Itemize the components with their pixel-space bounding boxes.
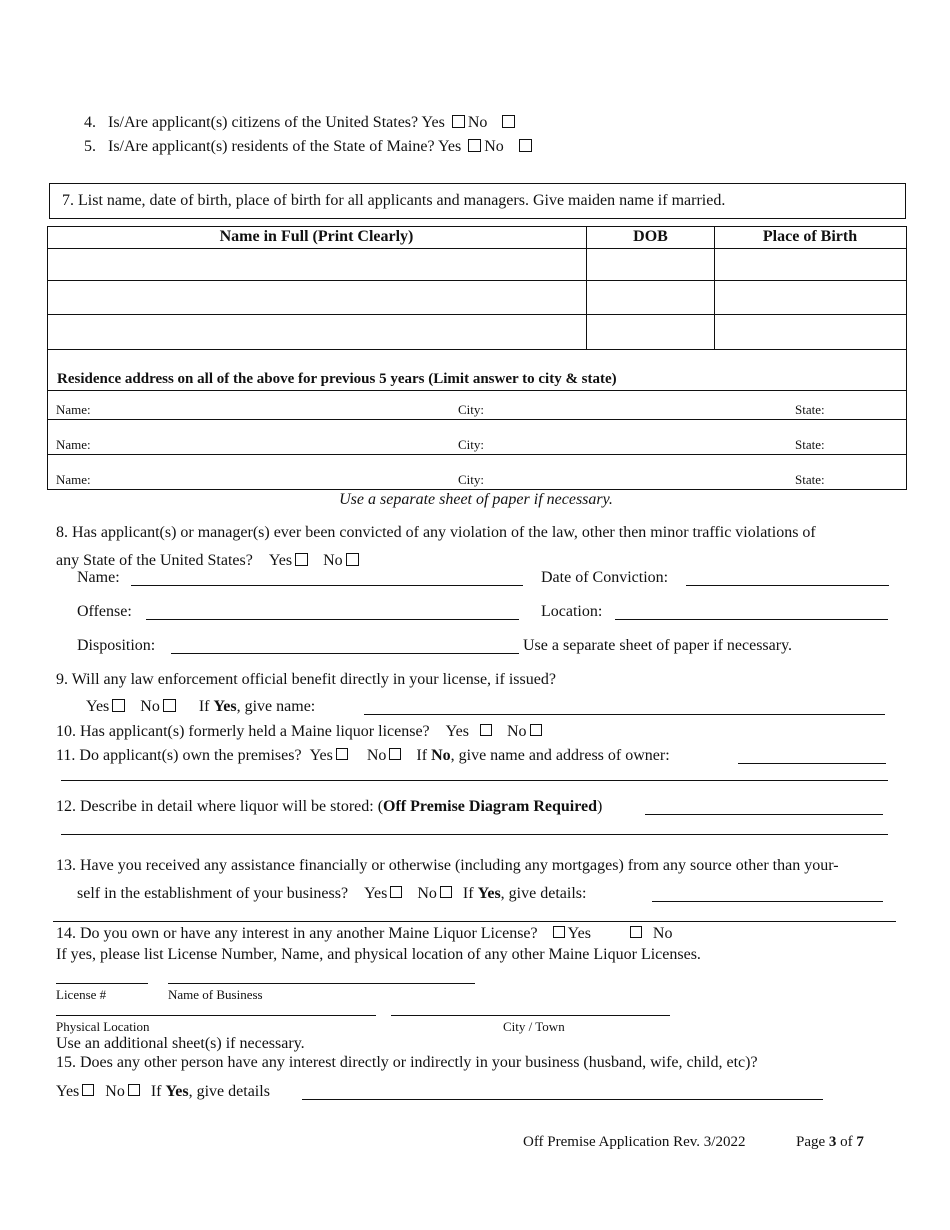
q5-no-checkbox[interactable] xyxy=(519,139,532,152)
question-15: 15. Does any other person have any interest directly or indirectly in your business (husband, wife, child, etc)? xyxy=(56,1054,758,1071)
q14-no-checkbox[interactable] xyxy=(630,926,642,938)
q12-storage-field[interactable] xyxy=(645,814,883,815)
q13-no-checkbox[interactable] xyxy=(440,886,452,898)
question-12: 12. Describe in detail where liquor will be stored: (Off Premise Diagram Required) xyxy=(56,798,603,815)
q8-name-label: Name: xyxy=(77,569,120,586)
q8-no-checkbox[interactable] xyxy=(346,553,359,566)
q11-yes-checkbox[interactable] xyxy=(336,748,348,760)
question-7-text: 7. List name, date of birth, place of birth for all applicants and managers. Give maiden name if married. xyxy=(62,192,726,209)
question-9-answers: Yes No If Yes, give name: xyxy=(86,698,316,715)
q8-date-field[interactable] xyxy=(686,585,889,586)
res-state-1: State: xyxy=(795,402,825,417)
city-town-label: City / Town xyxy=(503,1019,565,1034)
q10-no-checkbox[interactable] xyxy=(530,724,542,736)
res-city-2: City: xyxy=(458,437,485,452)
q13-yes-checkbox[interactable] xyxy=(390,886,402,898)
res-name-3: Name: xyxy=(56,472,91,487)
q15-no-checkbox[interactable] xyxy=(128,1084,140,1096)
question-13-line2: self in the establishment of your business? Yes No If Yes, give details: xyxy=(77,885,587,902)
header-place-of-birth: Place of Birth xyxy=(762,228,858,245)
q15-yes-checkbox[interactable] xyxy=(82,1084,94,1096)
residence-title: Residence address on all of the above for previous 5 years (Limit answer to city & state) xyxy=(57,371,617,387)
business-name-field[interactable] xyxy=(168,983,475,984)
question-7-box xyxy=(49,183,906,219)
section-divider xyxy=(53,921,896,922)
question-15-answers: Yes No If Yes, give details xyxy=(56,1083,270,1100)
q5-yes-checkbox[interactable] xyxy=(468,139,481,152)
res-name-2: Name: xyxy=(56,437,91,452)
res-city-1: City: xyxy=(458,402,485,417)
q9-name-field[interactable] xyxy=(364,714,885,715)
q8-offense-field[interactable] xyxy=(146,619,519,620)
q11-no-checkbox[interactable] xyxy=(389,748,401,760)
q8-disposition-label: Disposition: xyxy=(77,637,156,654)
header-name: Name in Full (Print Clearly) xyxy=(219,228,414,245)
q11-owner-field-2[interactable] xyxy=(61,780,888,781)
header-dob: DOB xyxy=(633,228,668,245)
q13-details-field[interactable] xyxy=(652,901,883,902)
q8-disposition-field[interactable] xyxy=(171,653,519,654)
q10-yes-checkbox[interactable] xyxy=(480,724,492,736)
residence-note: Use a separate sheet of paper if necessary. xyxy=(339,491,613,508)
q8-date-label: Date of Conviction: xyxy=(541,569,669,586)
footer-form-label: Off Premise Application Rev. 3/2022 xyxy=(523,1134,746,1150)
city-town-field[interactable] xyxy=(391,1015,670,1016)
question-10: 10. Has applicant(s) formerly held a Maine liquor license? Yes No xyxy=(56,723,545,741)
question-8-line1: 8. Has applicant(s) or manager(s) ever been convicted of any violation of the law, other then minor traffic violations of xyxy=(56,524,816,541)
q15-details-field[interactable] xyxy=(302,1099,823,1100)
question-5: 5. Is/Are applicant(s) residents of the State of Maine? Yes No xyxy=(84,138,535,156)
res-city-3: City: xyxy=(458,472,485,487)
question-11: 11. Do applicant(s) own the premises? Yes No If No, give name and address of owner: xyxy=(56,747,670,764)
physical-location-label: Physical Location xyxy=(56,1019,150,1034)
q8-name-field[interactable] xyxy=(131,585,523,586)
question-14: 14. Do you own or have any interest in any another Maine Liquor License? Yes No xyxy=(56,925,673,942)
q12-storage-field-2[interactable] xyxy=(61,834,888,835)
question-14-line2: If yes, please list License Number, Name, and physical location of any other Maine Liquor Licenses. xyxy=(56,946,701,963)
q4-yes-checkbox[interactable] xyxy=(452,115,465,128)
res-name-1: Name: xyxy=(56,402,91,417)
question-8-line2: any State of the United States? Yes No xyxy=(56,552,362,570)
q9-yes-checkbox[interactable] xyxy=(112,699,125,712)
q11-owner-field[interactable] xyxy=(738,763,886,764)
license-number-label: License # xyxy=(56,987,107,1002)
q8-yes-checkbox[interactable] xyxy=(295,553,308,566)
q8-offense-label: Offense: xyxy=(77,603,132,620)
res-state-2: State: xyxy=(795,437,825,452)
q4-no-checkbox[interactable] xyxy=(502,115,515,128)
question-4: 4. Is/Are applicant(s) citizens of the United States? Yes No xyxy=(84,114,518,132)
q14-note: Use an additional sheet(s) if necessary. xyxy=(56,1035,305,1052)
footer-page-number: Page 3 of 7 xyxy=(796,1134,864,1150)
q8-location-field[interactable] xyxy=(615,619,888,620)
question-9: 9. Will any law enforcement official benefit directly in your license, if issued? xyxy=(56,671,556,688)
question-13-line1: 13. Have you received any assistance financially or otherwise (including any mortgages) from any source other than your- xyxy=(56,857,839,874)
res-state-3: State: xyxy=(795,472,825,487)
q8-note: Use a separate sheet of paper if necessary. xyxy=(523,637,793,654)
q9-no-checkbox[interactable] xyxy=(163,699,176,712)
license-number-field[interactable] xyxy=(56,983,148,984)
business-name-label: Name of Business xyxy=(168,987,263,1002)
q8-location-label: Location: xyxy=(541,603,603,620)
physical-location-field[interactable] xyxy=(56,1015,376,1016)
q14-yes-checkbox[interactable] xyxy=(553,926,565,938)
